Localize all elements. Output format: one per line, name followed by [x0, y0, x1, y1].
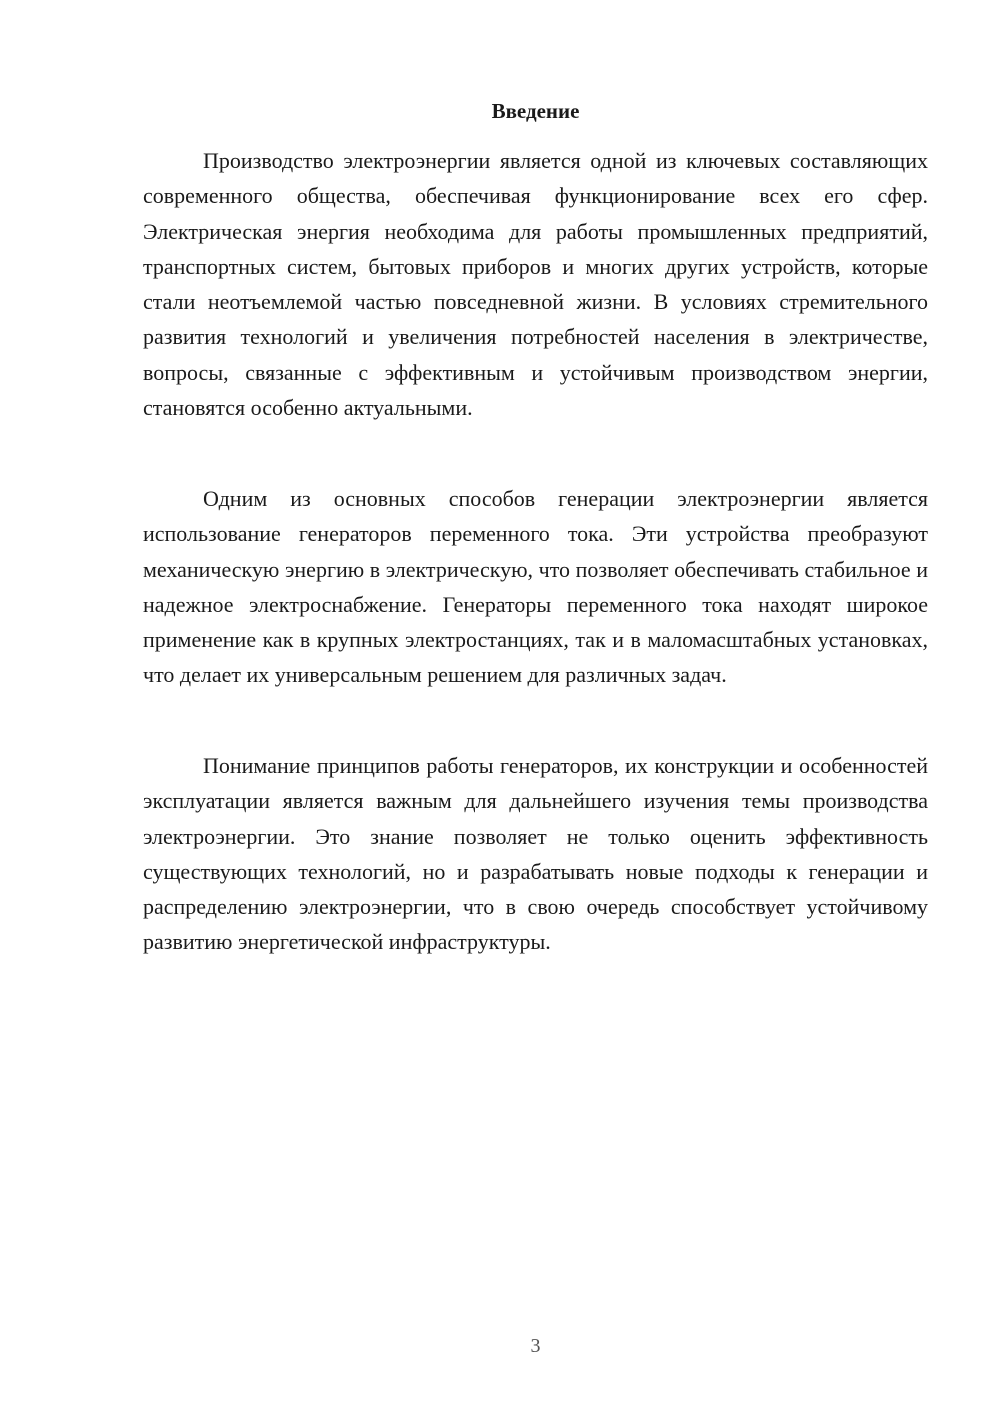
paragraph-2: Одним из основных способов генерации электроэнергии является использование генераторов переменного тока. Эти устройства преобразуют механическую энергию в электрическую, что позволяет обеспечивать стабильное и надежное электроснабжение. Генераторы переменного тока находят широкое применение как в крупных электростанциях, так и в маломасштабных установках, что делает их универсальным решением для различных задач. [143, 486, 928, 688]
paragraph-3: Понимание принципов работы генераторов, их конструкции и особенностей эксплуатации является важным для дальнейшего изучения темы производства электроэнергии. Это знание позволяет не только оценить эффективность существующих технологий, но и разрабатывать новые подходы к генерации и распределению электроэнергии, что в свою очередь способствует устойчивому развитию энергетической инфраструктуры. [143, 753, 928, 955]
paragraph-1: Производство электроэнергии является одной из ключевых составляющих современного общества, обеспечивая функционирование всех его сфер. Электрическая энергия необходима для работы промышленных предприятий, транспортных систем, бытовых приборов и многих других устройств, которые стали неотъемлемой частью повседневной жизни. В условиях стремительного развития технологий и увеличения потребностей населения в электричестве, вопросы, связанные с эффективным и устойчивым производством энергии, становятся особенно актуальными. [143, 148, 928, 421]
page-number: 3 [530, 1335, 541, 1357]
section-heading: Введение [491, 99, 580, 123]
